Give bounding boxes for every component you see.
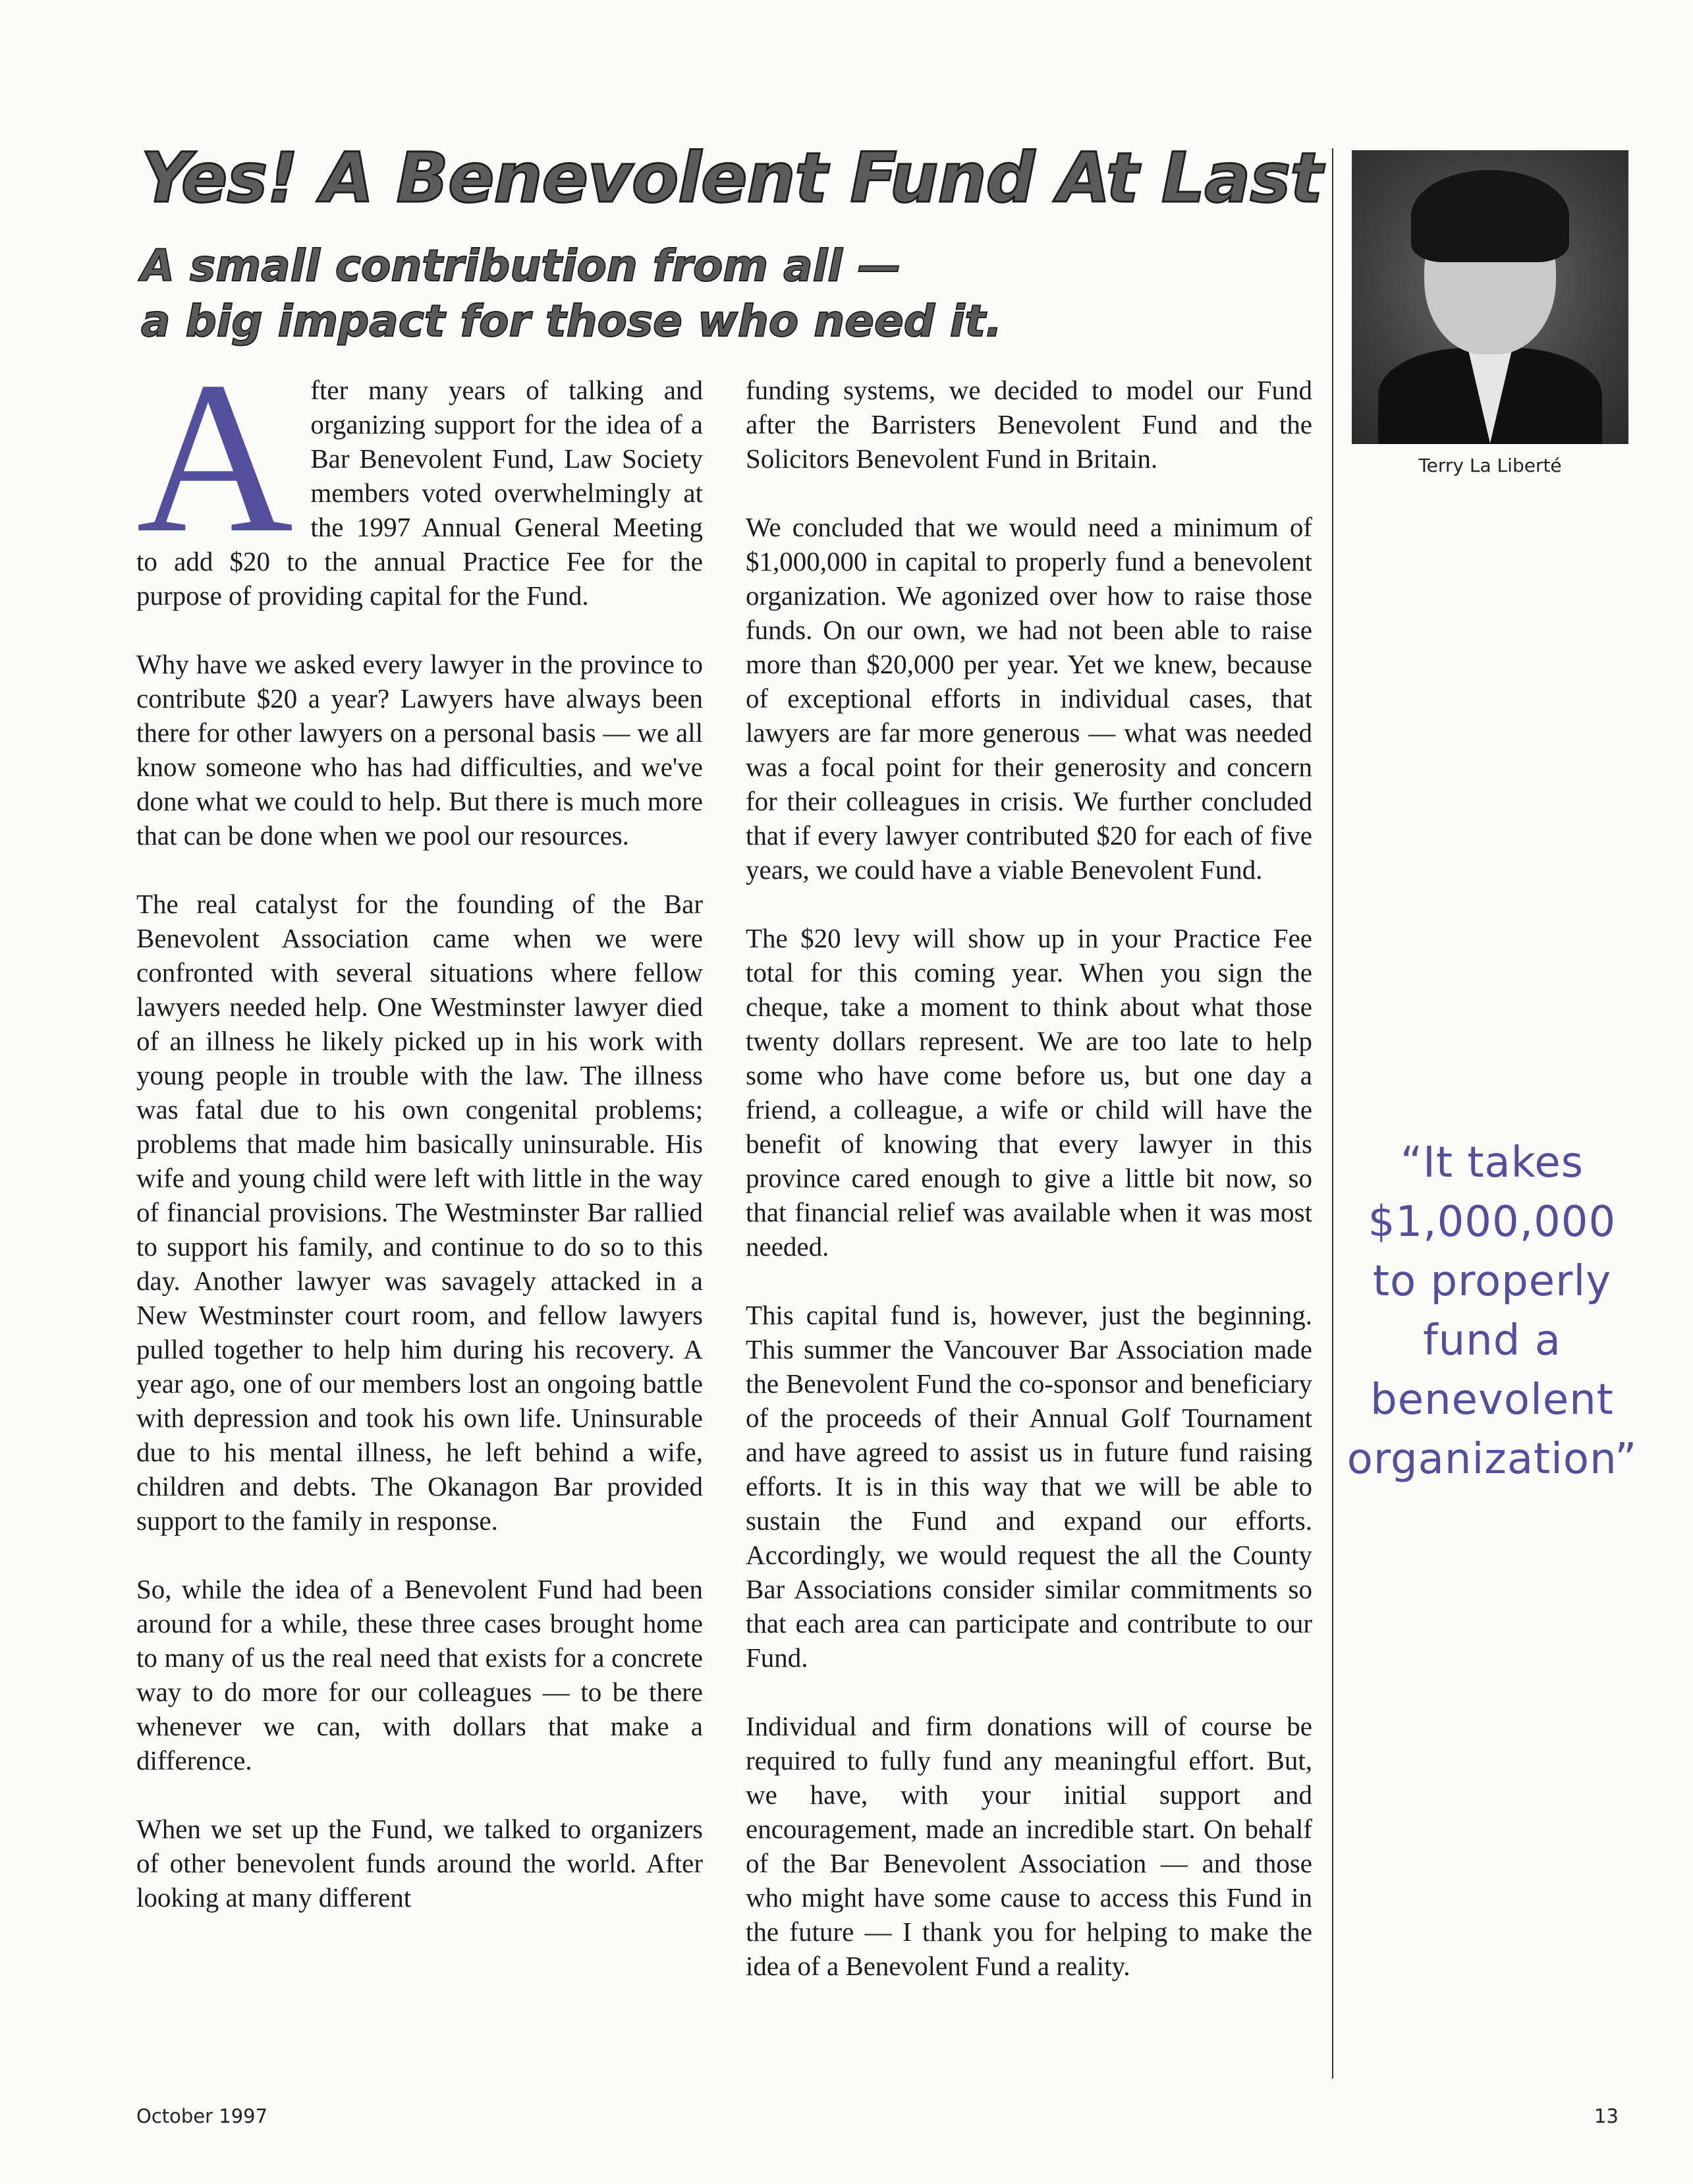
pull-quote: “It takes $1,000,000 to properly fund a benevolent organization” [1346,1138,1638,1484]
paragraph: The $20 levy will show up in your Practice Fee total for this coming year. When you sign the cheque, take a moment to think about what those twenty dollars represent. We are too late to help some who have come before us, but one day a friend, a colleague, a wife or child will have the benefit of knowing that every lawyer in this province cared enough to give a little bit now, so that financial relief was available when it was most needed. [746,923,1312,1262]
paragraph: This capital fund is, however, just the beginning. This summer the Vancouver Bar Association made the Benevolent Fund the co-sponsor and beneficiary of the proceeds of their Annual Golf Tournament and have agreed to assist us in future fund raising efforts. It is in this way that we will be able to sustain the Fund and expand our efforts. Accordingly, we would request the all the County Bar Associations consider similar commitments so that each area can participate and contribute to our Fund. [746,1300,1312,1673]
paragraph: We concluded that we would need a minimum of $1,000,000 in capital to properly fund a benevolent organization. We agonized over how to raise those funds. On our own, we had not been able to raise more than $20,000 per year. Yet we knew, because of exceptional efforts in individual cases, that lawyers are far more generous — what was needed was a focal point for their generosity and concern for their colleagues in crisis. We further concluded that if every lawyer contributed $20 for each of five years, we could have a viable Benevolent Fund. [746,512,1312,885]
paragraph: The real catalyst for the founding of the Bar Benevolent Association came when we were confronted with several situations where fellow lawyers needed help. One Westminster lawyer died of an illness he likely picked up in his work with young people in trouble with the law. The illness was fatal due to his own congenital problems; problems that made him basically uninsurable. His wife and young child were left with little in the way of financial provisions. The Westminster Bar rallied to support his family, and continue to do so to this day. Another lawyer was savagely attacked in a New Westminster court room, and fellow lawyers pulled together to help him during his recovery. A year ago, one of our members lost an ongoing battle with depression and took his own life. Uninsurable due to his mental illness, he left behind a wife, children and debts. The Okanagon Bar provided support to the family in response. [136,889,703,1536]
paragraph: So, while the idea of a Benevolent Fund had been around for a while, these three cases brought home to many of us the real need that exists for a concrete way to do more for our colleagues — to be there whenever we can, with dollars that make a difference. [136,1574,703,1776]
paragraph: Why have we asked every lawyer in the province to contribute $20 a year? Lawyers have always been there for other lawyers on a personal basis — we all know someone who has had difficulties, and we've done what we could to help. But there is much more that can be done when we pool our resources. [136,649,703,851]
paragraph: Individual and firm donations will of course be required to fully fund any meaningful effort. But, we have, with your initial support and encouragement, made an incredible start. On behalf of the Bar Benevolent Association — and those who might have some cause to access this Fund in the future — I thank you for helping to make the idea of a Benevolent Fund a reality. [746,1711,1312,1981]
article-headline: Yes! A Benevolent Fund At Last [141,138,1323,218]
paragraph-text: fter many years of talking and organizing support for the idea of a Bar Benevolent Fund, Law Society members voted overwhelmingly at the 1997 Annual General Meeting to add $20 to the annual Practice Fee for the purpose of providing capital for the Fund. [136,375,703,611]
page-number: 13 [1594,2105,1619,2127]
paragraph: When we set up the Fund, we talked to organizers of other benevolent funds around the world. After looking at many different [136,1814,703,1913]
issue-date: October 1997 [136,2105,268,2127]
article-column-1 [136,337,703,1949]
article-column-2 [746,373,1312,2017]
drop-cap: A [136,337,294,578]
photo-hair [1411,170,1569,262]
paragraph: funding systems, we decided to model our Fund after the Barristers Benevolent Fund and the Solicitors Benevolent Fund in Britain. [746,375,1312,474]
subhead-line-2: a big impact for those who need it. [141,296,1003,347]
portrait-photo [1352,150,1628,444]
column-divider [1332,148,1333,2079]
article-subhead [141,238,1327,349]
photo-caption: Terry La Liberté [1418,455,1562,476]
paragraph [136,337,703,613]
subhead-line-1: A small contribution from all — [141,240,901,291]
